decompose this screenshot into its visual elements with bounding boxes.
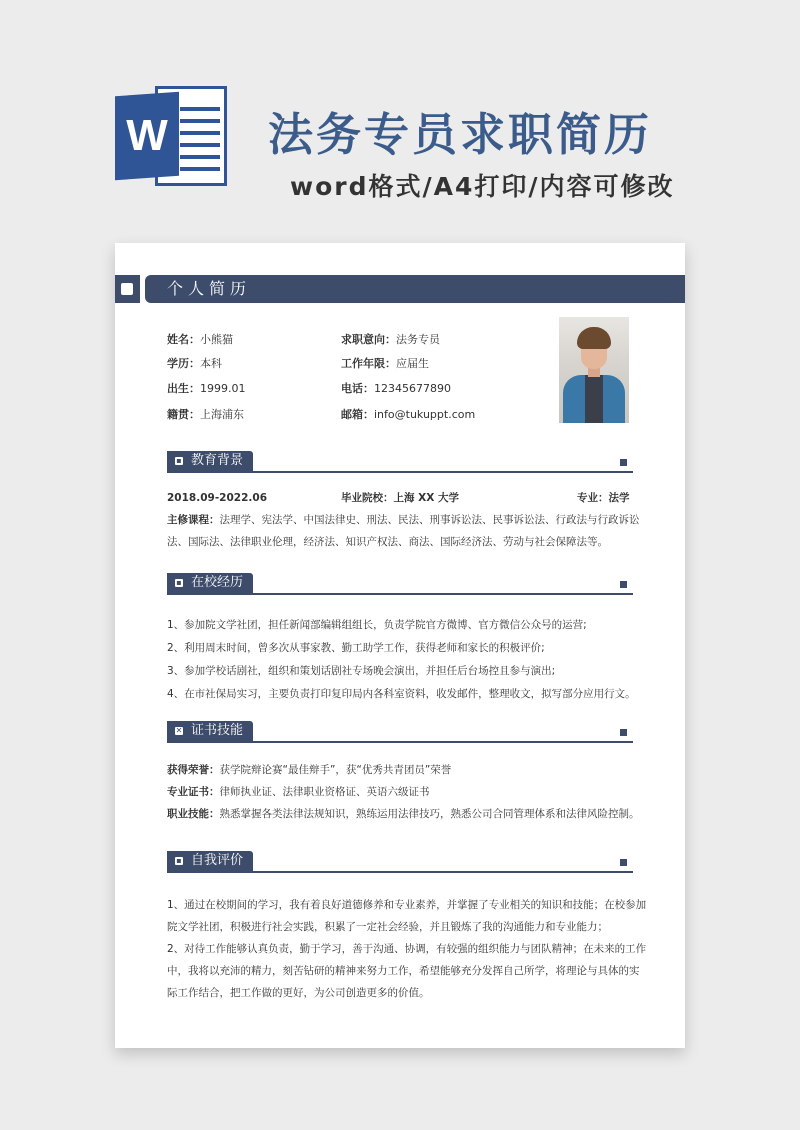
skills-cert: 专业证书：律师执业证、法律职业资格证、英语六级证书 bbox=[167, 786, 430, 798]
profile-intent: 求职意向：法务专员 bbox=[341, 333, 440, 346]
skills-honor: 获得荣誉：获学院辩论赛“最佳辩手”，获“优秀共青团员”荣誉 bbox=[167, 764, 452, 776]
profile-email: 邮箱：info@tukuppt.com bbox=[341, 408, 476, 421]
profile-birth: 出生：1999.01 bbox=[167, 382, 246, 395]
education-courses: 主修课程：法理学、宪法学、中国法律史、刑法、民法、刑事诉讼法、民事诉讼法、行政法与行政诉讼 bbox=[167, 514, 640, 526]
banner bbox=[0, 0, 800, 235]
tools-icon: ✕ bbox=[175, 726, 183, 735]
education-period: 2018.09-2022.06 bbox=[167, 492, 268, 504]
profile-years: 工作年限：应届生 bbox=[341, 357, 429, 370]
book-icon: ▪ bbox=[176, 456, 182, 465]
banner-subtitle: word格式/A4打印/内容可修改 bbox=[290, 172, 675, 201]
self-eval-line: 际工作结合，把工作做的更好，为公司创造更多的价值。 bbox=[167, 987, 430, 999]
banner-title: 法务专员求职简历 bbox=[268, 108, 653, 161]
profile-education: 学历：本科 bbox=[167, 357, 222, 370]
campus-item: 3、参加学校话剧社，组织和策划话剧社专场晚会演出，并担任后台场控且参与演出; bbox=[167, 665, 556, 677]
section-campus-header: ▪ 在校经历 bbox=[167, 573, 633, 595]
section-self-eval-header: ▪ 自我评价 bbox=[167, 851, 633, 873]
word-document-icon: W bbox=[115, 86, 227, 186]
campus-item: 4、在市社保局实习，主要负责打印复印局内各科室资料，收发邮件，整理收文，拟写部分应用行文。 bbox=[167, 688, 636, 700]
resume-page bbox=[115, 243, 685, 1048]
resume-title: 个人简历 bbox=[167, 279, 252, 298]
resume-header bbox=[115, 275, 685, 303]
profile-photo bbox=[559, 317, 629, 423]
education-major: 专业：法学 bbox=[577, 492, 630, 504]
campus-item: 1、参加院文学社团，担任新闻部编辑组组长，负责学院官方微博、官方微信公众号的运营; bbox=[167, 619, 587, 631]
section-skills-header: ✕ 证书技能 bbox=[167, 721, 633, 743]
education-school: 毕业院校：上海 XX 大学 bbox=[341, 492, 460, 504]
self-eval-line: 1、通过在校期间的学习，我有着良好道德修养和专业素养，并掌握了专业相关的知识和技能；在校参加 bbox=[167, 899, 647, 911]
skills-skill: 职业技能：熟悉掌握各类法律法规知识，熟练运用法律技巧，熟悉公司合同管理体系和法律风险控制。 bbox=[167, 808, 640, 820]
comment-icon: ▪ bbox=[176, 856, 182, 865]
note-icon: ▪ bbox=[176, 578, 182, 587]
header-bar bbox=[145, 275, 685, 303]
profile-origin: 籍贯：上海浦东 bbox=[167, 408, 244, 421]
self-eval-line: 2、对待工作能够认真负责，勤于学习，善于沟通、协调，有较强的组织能力与团队精神；在未来的工作 bbox=[167, 943, 647, 955]
header-square-icon bbox=[115, 275, 140, 303]
profile-name: 姓名：小熊猫 bbox=[167, 333, 233, 346]
section-education-header: ▪ 教育背景 bbox=[167, 451, 633, 473]
self-eval-line: 院文学社团，积极进行社会实践，积累了一定社会经验，并且锻炼了我的沟通能力和专业能力； bbox=[167, 921, 608, 933]
campus-item: 2、利用周末时间，曾多次从事家教、勤工助学工作，获得老师和家长的积极评价; bbox=[167, 642, 545, 654]
profile-phone: 电话：12345677890 bbox=[341, 382, 451, 395]
self-eval-line: 中，我将以充沛的精力，刻苦钻研的精神来努力工作，希望能够充分发挥自己所学，将理论与具体的实 bbox=[167, 965, 640, 977]
education-courses-cont: 法、国际法、法律职业伦理，经济法、知识产权法、商法、国际经济法、劳动与社会保障法等。 bbox=[167, 536, 608, 548]
